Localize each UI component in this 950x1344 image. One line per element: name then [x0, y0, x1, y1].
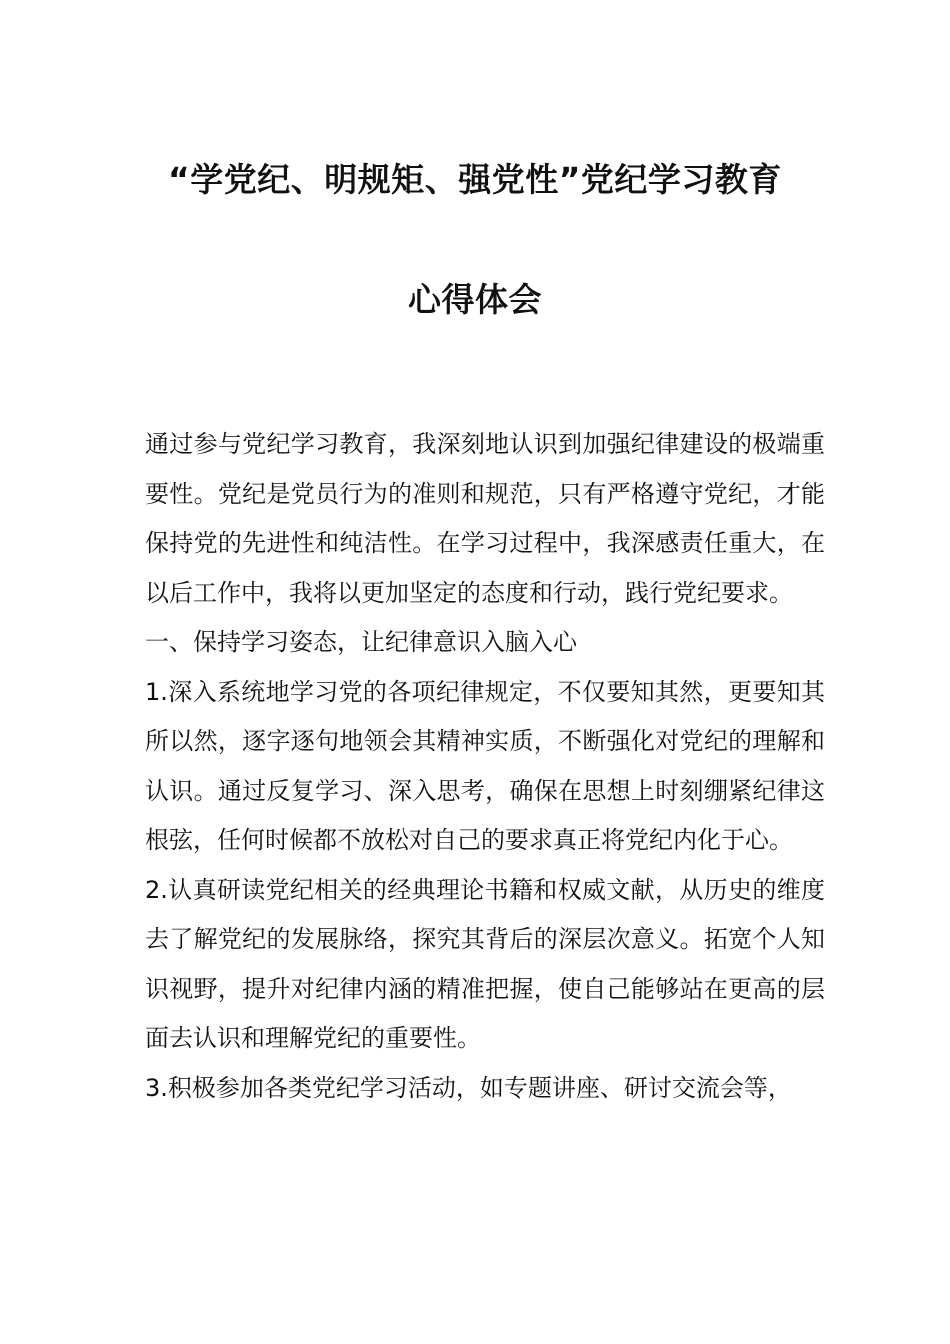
- document-title-line-2: 心得体会: [408, 280, 542, 319]
- document-body: [145, 420, 825, 1113]
- list-item-1: 1.深入系统地学习党的各项纪律规定，不仅要知其然，更要知其所以然，逐字逐句地领会其精神实质，不断强化对党纪的理解和认识。通过反复学习、深入思考，确保在思想上时刻绷紧纪律这根弦，任何时候都不放松对自己的要求真正将党纪内化于心。: [145, 677, 825, 854]
- list-item-2: 2.认真研读党纪相关的经典理论书籍和权威文献，从历史的维度去了解党纪的发展脉络，探究其背后的深层次意义。拓宽个人知识视野，提升对纪律内涵的精准把握，使自己能够站在更高的层面去认识和理解党纪的重要性。: [145, 875, 825, 1052]
- list-item-3: 3.积极参加各类党纪学习活动，如专题讲座、研讨交流会等，: [145, 1073, 792, 1102]
- intro-paragraph: 通过参与党纪学习教育，我深刻地认识到加强纪律建设的极端重要性。党纪是党员行为的准则和规范，只有严格遵守党纪，才能保持党的先进性和纯洁性。在学习过程中，我深感责任重大，在以后工作中，我将以更加坚定的态度和行动，践行党纪要求。: [145, 430, 825, 607]
- section-heading: 一、保持学习姿态，让纪律意识入脑入心: [145, 628, 577, 656]
- document-title-line-1: “学党纪、明规矩、强党性”党纪学习教育: [168, 160, 782, 199]
